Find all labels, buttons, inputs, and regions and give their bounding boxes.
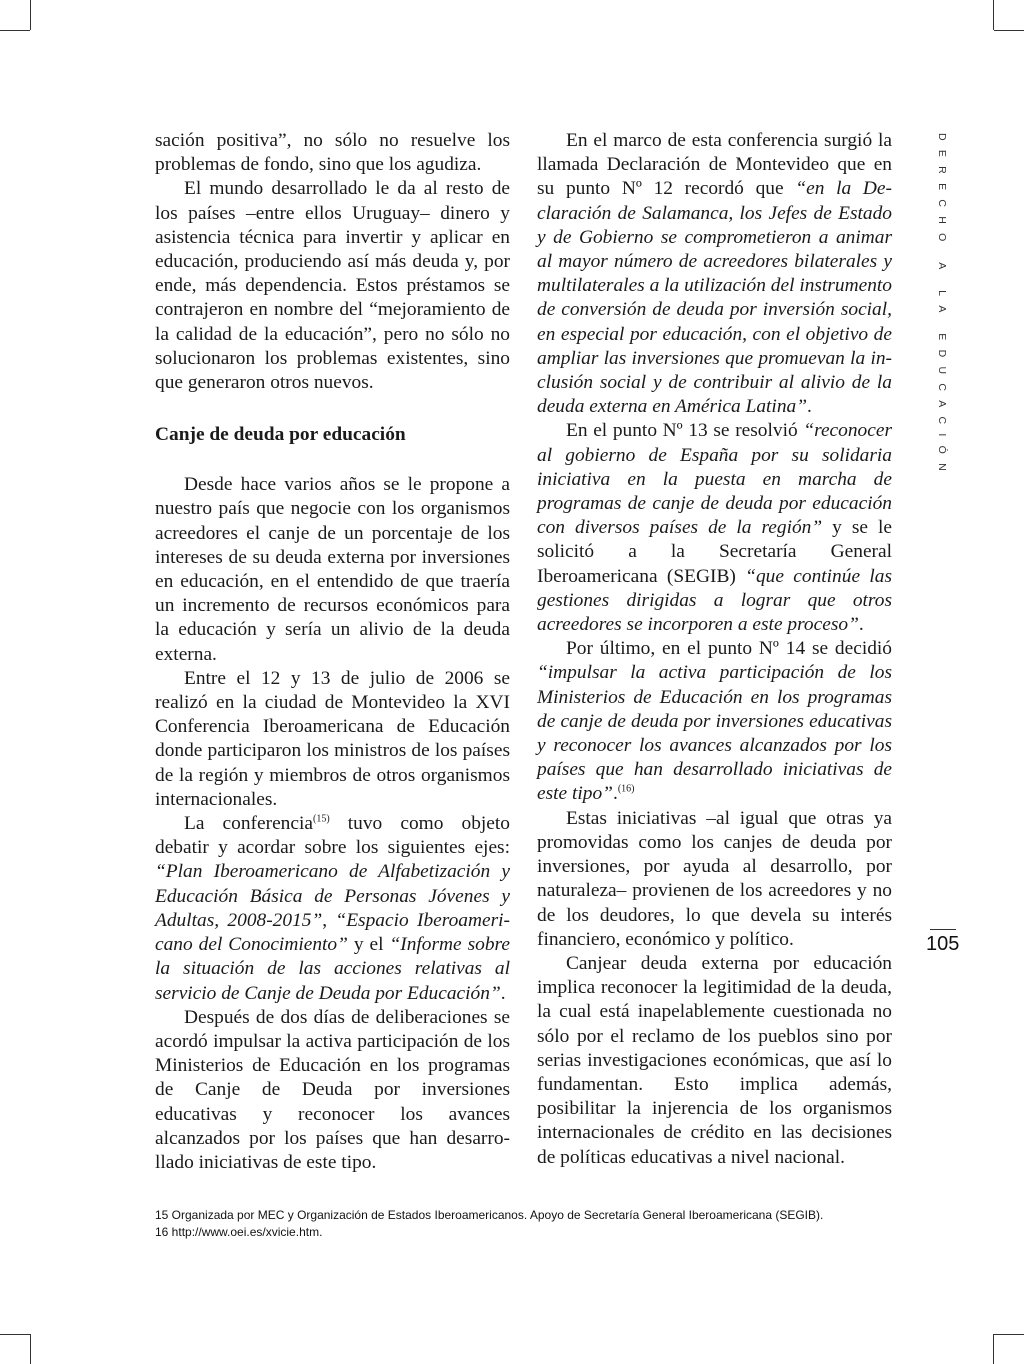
section-heading: Canje de deuda por educación xyxy=(155,424,406,446)
text: Por último, en el punto Nº 14 se decidió xyxy=(566,638,892,660)
paragraph: sación positiva”, no sólo no resuelve los problemas de fondo, sino que los agudiza. xyxy=(155,130,510,176)
paragraph: Entre el 12 y 13 de julio de 2006 se realizó en la ciudad de Montevideo la XVI Conferencia Iberoamericana de Educación donde participaron los ministros de los países de la región y miembros de otros organismos internacionales. xyxy=(155,667,510,810)
text: . xyxy=(807,396,812,418)
text: En el marco de esta conferencia surgió la llamada Declaración de Montevideo que en su punto Nº 12 recordó que xyxy=(537,130,892,200)
quote: “Informe sobre la situación de las acciones relativas al servicio de Canje de Deuda por Educación” xyxy=(155,934,510,1004)
crop-mark xyxy=(994,1334,1024,1335)
paragraph: Desde hace varios años se le propone a nuestro país que negocie con los organismos acreedores el canje de un porcentaje de los intereses de su deuda externa por inversiones en educación, en el entendido de que traería un incremento de recursos económicos para la educación y sería un alivio de la deuda externa. xyxy=(155,474,510,665)
paragraph: Estas iniciativas –al igual que otras ya promovidas como los canjes de deuda por inversiones, por ayuda al desarrollo, por naturaleza– provienen de los acreedores y no de los deudores, lo que devela su interés financiero, económico y político. xyxy=(537,807,892,950)
crop-mark xyxy=(30,1334,31,1364)
crop-mark xyxy=(30,0,31,30)
text: y el xyxy=(347,934,390,956)
crop-mark xyxy=(994,30,1024,31)
paragraph xyxy=(537,419,892,637)
footnotes xyxy=(155,1207,895,1241)
crop-mark xyxy=(0,30,30,31)
text: y se le solicitó a la Secretaría General Iberoamericana (SEGIB) xyxy=(537,517,893,587)
quote: “impulsar la activa participación de los Ministerios de Educación en los programas de canje de deuda por inversiones educativas y reconocer los avances alcanzados por los países que han desarrollado iniciativas de este tipo” xyxy=(537,662,892,805)
right-column xyxy=(537,129,892,1170)
paragraph: Canjear deuda externa por educación implica reconocer la legitimidad de la deuda, la cual está inapelablemente cuestionada no sólo por el reclamo de los pueblos sino por serias investigaciones económicas, que así lo fundamentan. Esto implica además, posibilitar la injerencia de los organismos internacionales de crédito en las decisiones de políticas educativas a nivel nacional. xyxy=(537,952,892,1168)
quote: “que continúe las gestiones dirigidas a lograr que otros acreedores se incorporen a este proceso” xyxy=(537,565,893,636)
text: . xyxy=(612,783,618,805)
crop-mark xyxy=(993,0,994,30)
text: . xyxy=(858,614,864,636)
quote: “reconocer al gobierno de España por su solidaria iniciativa en la puesta en marcha de programas de canje de deuda por educación con diversos países de la región” xyxy=(537,420,892,539)
running-head: DERECHO A LA EDUCACIÓN xyxy=(936,133,948,480)
quote: “Plan Iberoamericano de Alfabetización y Educación Básica de Personas Jóvenes y Adultas, 2008-2015” xyxy=(155,861,510,931)
paragraph xyxy=(155,812,510,1006)
text: , xyxy=(322,909,336,931)
paragraph: Después de dos días de deliberaciones se acordó impulsar la activa participación de los Ministerios de Educación en los programas de Canje de Deuda por inversiones educativas y reconocer los avances alcanzados por los países que han desarrollado iniciativas de este tipo. xyxy=(155,1006,510,1173)
text: . xyxy=(500,982,506,1004)
paragraph xyxy=(537,129,892,419)
quote: “Espacio Iberoamericano del Conocimiento” xyxy=(155,909,510,956)
footnote: 15 Organizada por MEC y Organización de Estados Iberoamericanos. Apoyo de Secretaría General Iberoamericana (SEGIB). xyxy=(155,1208,824,1222)
left-column xyxy=(155,129,510,1175)
footnote: 16 http://www.oei.es/xvicie.htm. xyxy=(155,1225,323,1239)
text: tuvo como objeto debatir y acordar sobre los siguientes ejes: xyxy=(155,813,510,859)
page-number: 105 xyxy=(926,933,960,955)
paragraph: El mundo desarrollado le da al resto de los países –entre ellos Uruguay– dinero y asistencia técnica para invertir y aplicar en educación, produciendo así más deuda y, por ende, más dependencia. Estos préstamos se contrajeron en nombre del “mejoramiento de la calidad de la educación”, pero no sólo no solucionaron los problemas existentes, sino que generaron otros nuevos. xyxy=(155,178,510,394)
text: La conferencia xyxy=(184,813,313,835)
paragraph xyxy=(537,637,892,806)
crop-mark xyxy=(0,1334,30,1335)
page-number-rule xyxy=(930,929,956,930)
footnote-ref: (15) xyxy=(312,813,330,825)
footnote-ref: (16) xyxy=(617,784,635,796)
text: En el punto Nº 13 se resolvió xyxy=(566,420,804,442)
crop-mark xyxy=(993,1334,994,1364)
quote: “en la Declaración de Salamanca, los Jefes de Estado y de Gobierno se comprometieron a animar al mayor número de acreedores bilaterales y multilaterales a la utilización del instrumento de conversión de deuda por inversión social, en especial por educación, con el objetivo de ampliar las inversiones que promuevan la inclusión social y de contribuir al alivio de la deuda externa en América Latina” xyxy=(537,178,892,418)
